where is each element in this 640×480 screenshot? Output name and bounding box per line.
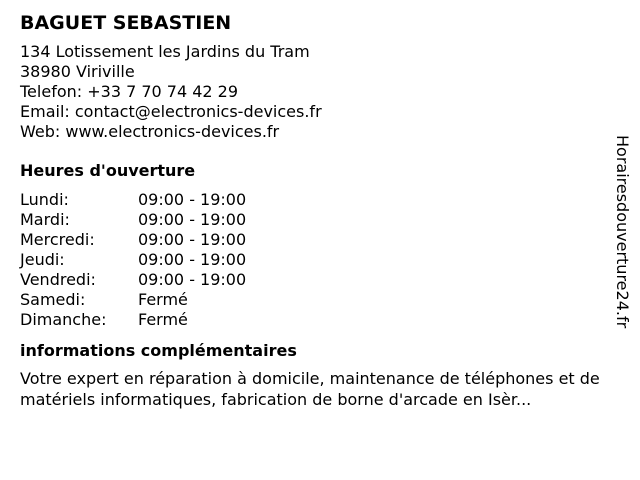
address-line-city: 38980 Viriville <box>20 62 135 81</box>
watermark-text: Horairesdouverture24.fr <box>613 135 632 329</box>
day-hours: 09:00 - 19:00 <box>138 190 247 209</box>
day-hours: Fermé <box>138 290 188 309</box>
email-address: Email: contact@electronics-devices.fr <box>20 102 322 121</box>
business-name: BAGUET SEBASTIEN <box>20 12 232 34</box>
address-line-street: 134 Lotissement les Jardins du Tram <box>20 42 310 61</box>
phone-number: Telefon: +33 7 70 74 42 29 <box>20 82 239 101</box>
day-label: Jeudi: <box>20 250 65 269</box>
day-label: Mardi: <box>20 210 70 229</box>
day-label: Vendredi: <box>20 270 96 289</box>
hours-row <box>20 230 246 250</box>
day-label: Lundi: <box>20 190 69 209</box>
info-heading: informations complémentaires <box>20 341 297 360</box>
hours-row <box>20 310 246 330</box>
day-hours: 09:00 - 19:00 <box>138 230 247 249</box>
hours-row <box>20 270 246 290</box>
hours-table <box>20 190 246 330</box>
business-card <box>20 10 600 410</box>
day-hours: 09:00 - 19:00 <box>138 250 247 269</box>
day-hours: 09:00 - 19:00 <box>138 270 247 289</box>
hours-row <box>20 210 246 230</box>
day-label: Dimanche: <box>20 310 107 329</box>
hours-row <box>20 190 246 210</box>
hours-heading: Heures d'ouverture <box>20 161 196 180</box>
hours-row <box>20 290 246 310</box>
day-hours: Fermé <box>138 310 188 329</box>
day-label: Samedi: <box>20 290 86 309</box>
info-description: Votre expert en réparation à domicile, maintenance de téléphones et de matériels informatiques, fabrication de borne d'arcade en Isèr... <box>20 369 600 409</box>
website-address: Web: www.electronics-devices.fr <box>20 122 280 141</box>
hours-row <box>20 250 246 270</box>
contact-block <box>20 42 600 142</box>
day-hours: 09:00 - 19:00 <box>138 210 247 229</box>
day-label: Mercredi: <box>20 230 95 249</box>
